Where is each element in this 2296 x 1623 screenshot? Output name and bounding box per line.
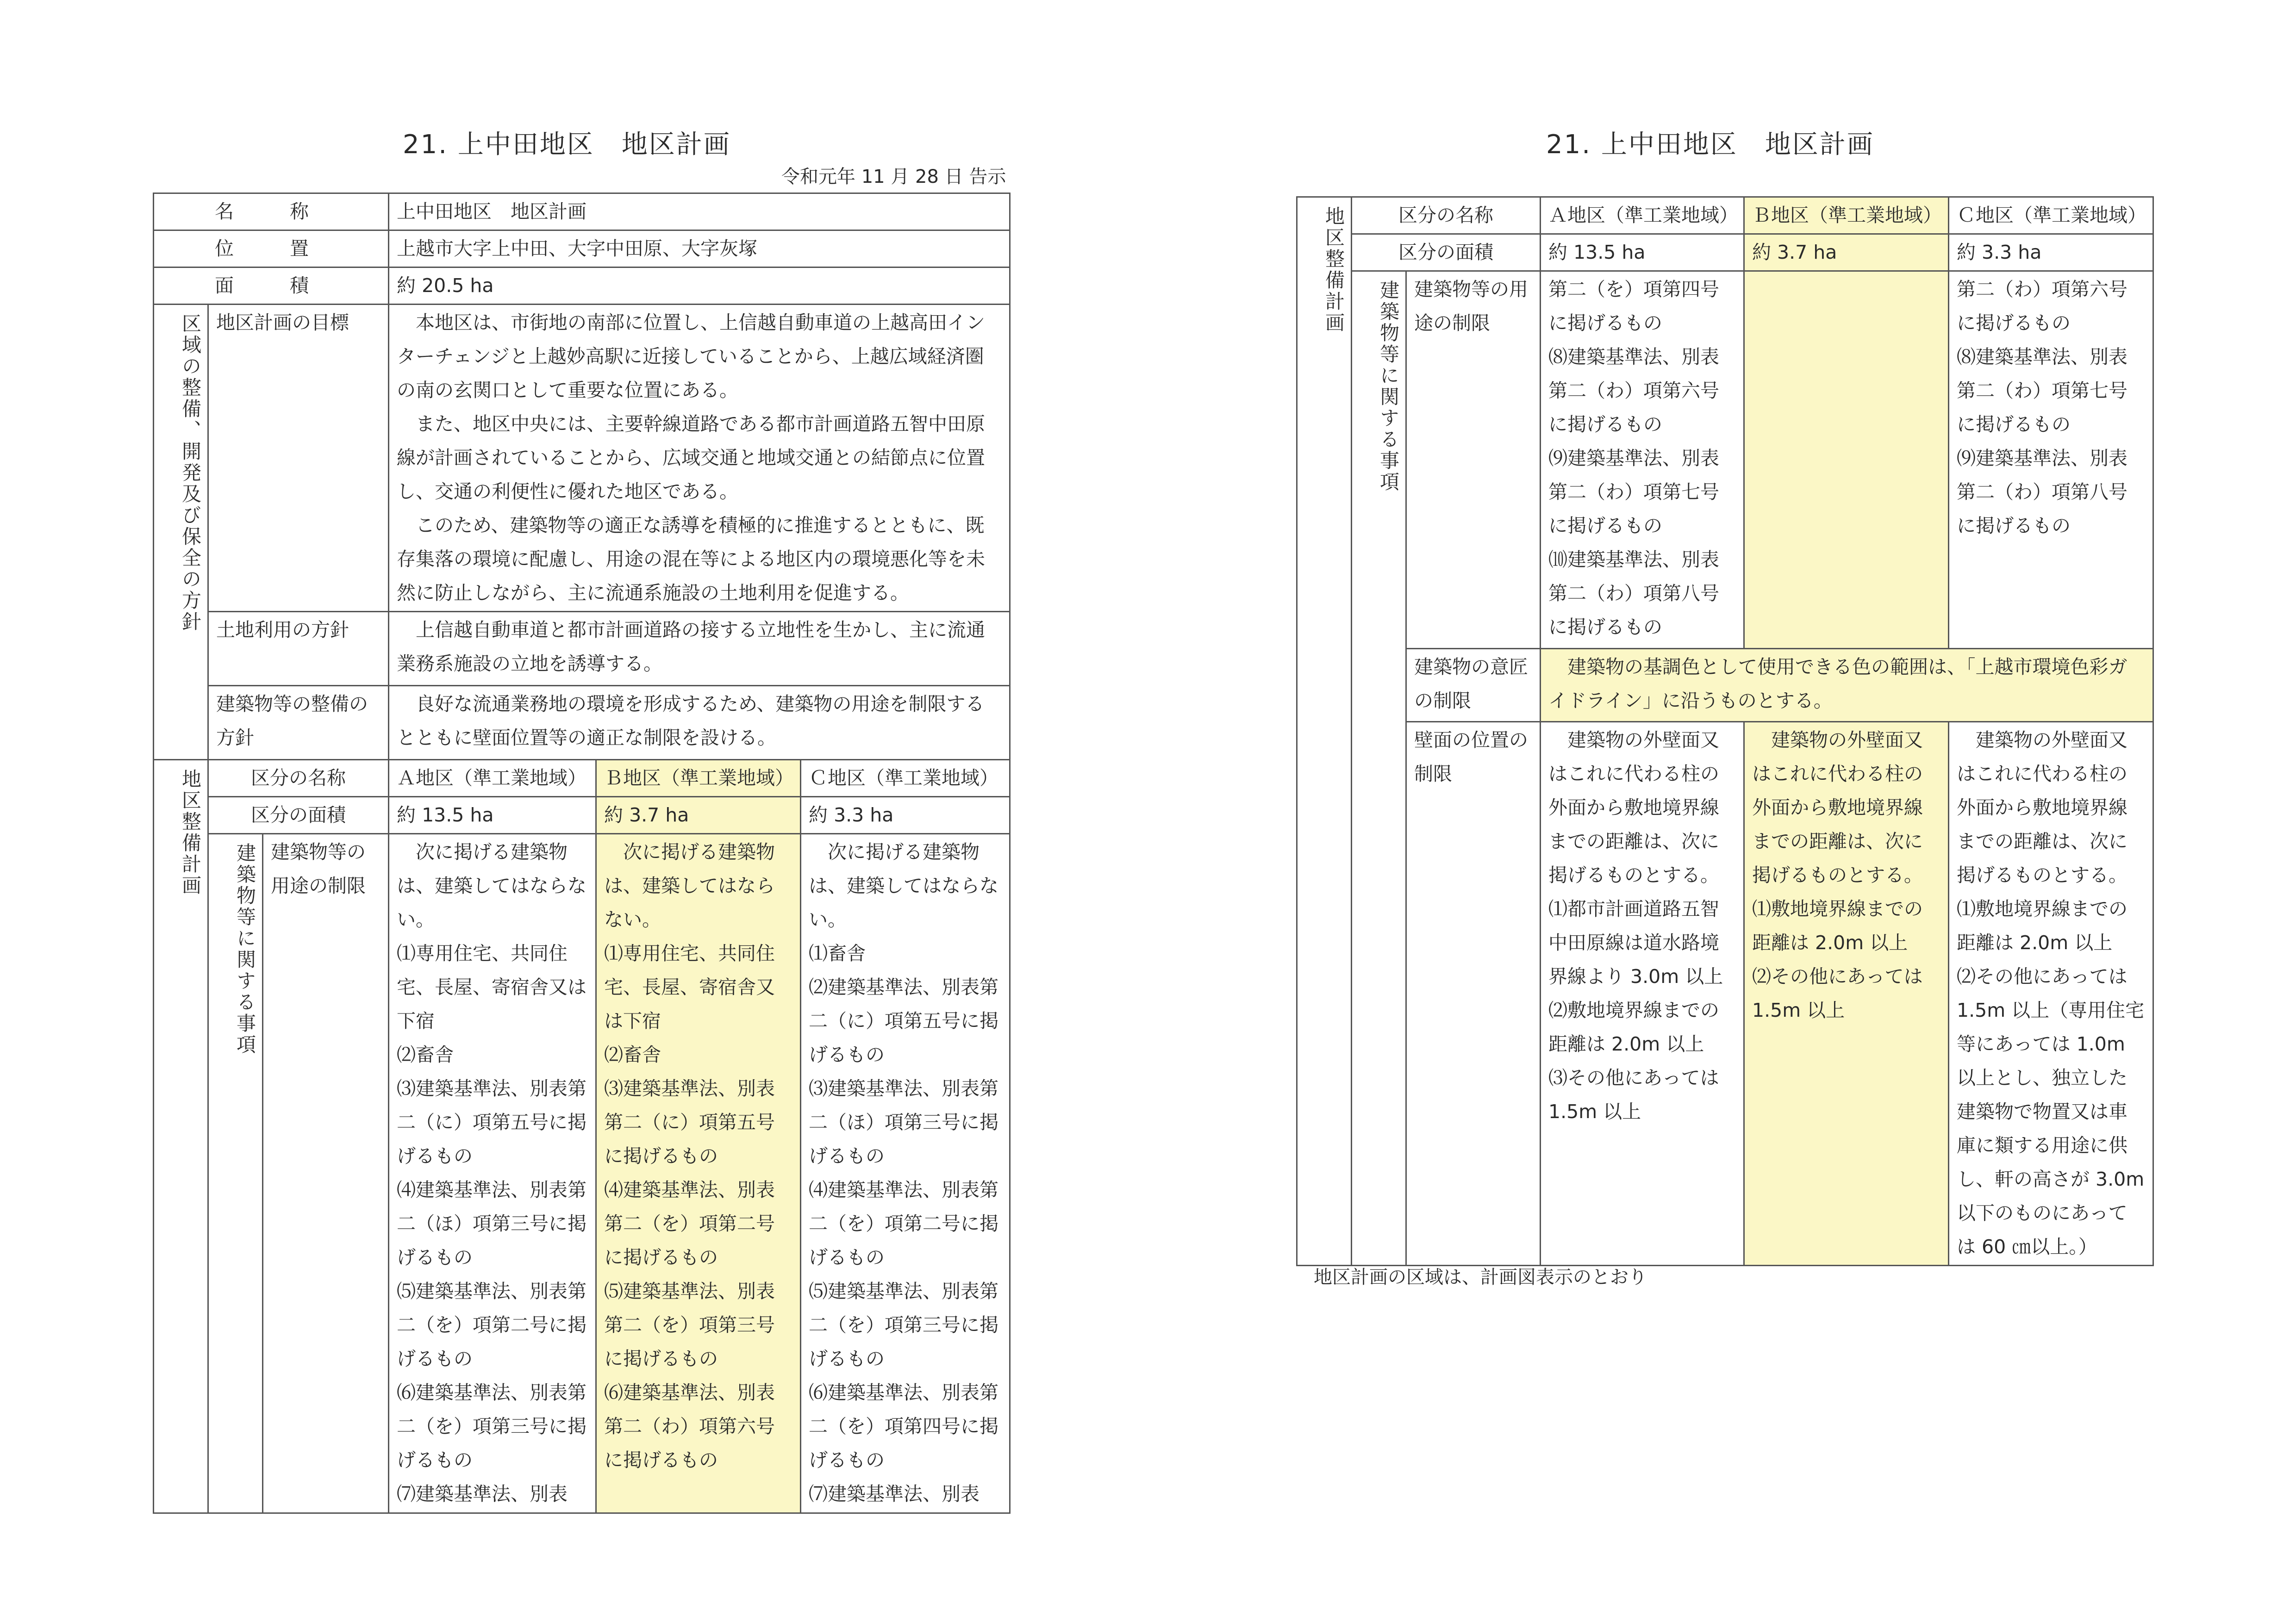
list-item: ⑻建築基準法、別表第二（わ）項第六号に掲げるもの: [1548, 346, 1719, 435]
a-district-name: Ａ地区（準工業地域）: [389, 760, 596, 797]
b-wall-restriction: [1744, 722, 1949, 1266]
list-item: 次に掲げる建築物は、建築してはならない。: [604, 841, 775, 931]
list-item: ⑴敷地境界線までの距離は 2.0m 以上: [1957, 898, 2128, 954]
location-value: 上越市大字上中田、大字中田原、大字灰塚: [389, 230, 1010, 267]
list-item: ⑼建築基準法、別表第二（わ）項第七号に掲げるもの: [1548, 447, 1719, 537]
goal-paragraph: このため、建築物等の適正な誘導を積極的に推進するとともに、既存集落の環境に配慮し、用途の混在等による地区内の環境悪化等を未然に防止しながら、主に流通系施設の土地利用を促進する。: [397, 514, 986, 604]
right-b-district-area: 約 3.7 ha: [1744, 234, 1949, 271]
division-area-label: 区分の面積: [208, 797, 389, 834]
goal-value: [389, 305, 1010, 612]
list-item: ⑻建築基準法、別表第二（わ）項第七号に掲げるもの: [1957, 346, 2128, 435]
b-district-name: Ｂ地区（準工業地域）: [596, 760, 801, 797]
division-name-label: 区分の名称: [208, 760, 389, 797]
right-c-district-name: Ｃ地区（準工業地域）: [1949, 197, 2153, 234]
area-label: 面 積: [154, 267, 389, 305]
list-item: ⑶建築基準法、別表第二（に）項第五号に掲げるもの: [604, 1077, 775, 1167]
list-item: 第二（わ）項第六号に掲げるもの: [1957, 278, 2128, 334]
list-item: ⑸建築基準法、別表第二（を）項第三号に掲げるもの: [809, 1280, 999, 1370]
list-item: ⑵建築基準法、別表第二（に）項第五号に掲げるもの: [809, 976, 999, 1066]
list-item: 次に掲げる建築物は、建築してはならない。: [397, 841, 587, 931]
right-use-restriction-label: 建築物等の用途の制限: [1406, 271, 1541, 649]
footnote: 地区計画の区域は、計画図表示のとおり: [1314, 1267, 1647, 1288]
list-item: ⑹建築基準法、別表第二（を）項第三号に掲げるもの: [397, 1381, 587, 1471]
landuse-value: 上信越自動車道と都市計画道路の接する立地性を生かし、主に流通業務系施設の立地を誘導する。: [389, 612, 1010, 686]
list-item: ⑷建築基準法、別表第二（を）項第二号に掲げるもの: [809, 1179, 999, 1269]
right-bldg-matters-header: 建築物等に関する事項: [1352, 271, 1406, 1266]
list-item: ⑵その他にあっては 1.5m 以上: [1752, 965, 1923, 1021]
left-plan-table: [153, 193, 1011, 1514]
list-item: ⑶その他にあっては 1.5m 以上: [1548, 1067, 1719, 1123]
left-page-title: 21. 上中田地区 地区計画: [403, 130, 731, 160]
list-item: ⑴敷地境界線までの距離は 2.0m 以上: [1752, 898, 1923, 954]
policy-header: 区域の整備、開発及び保全の方針: [154, 305, 208, 760]
design-value: 建築物の基調色として使用できる色の範囲は、「上越市環境色彩ガイドライン」に沿うものとする。: [1541, 649, 2153, 722]
right-c-use-restriction: [1949, 271, 2153, 649]
name-value: 上中田地区 地区計画: [389, 193, 1010, 230]
list-item: ⑼建築基準法、別表第二（わ）項第八号に掲げるもの: [1957, 447, 2128, 537]
a-district-area: 約 13.5 ha: [389, 797, 596, 834]
design-label: 建築物の意匠の制限: [1406, 649, 1541, 722]
list-item: ⑸建築基準法、別表第二（を）項第二号に掲げるもの: [397, 1280, 587, 1370]
list-item: 次に掲げる建築物は、建築してはならない。: [809, 841, 999, 931]
list-item: 建築物の外壁面又はこれに代わる柱の外面から敷地境界線までの距離は、次に掲げるものとする。: [1548, 729, 1719, 886]
list-item: ⑵その他にあっては 1.5m 以上（専用住宅等にあっては 1.0m 以上とし、独立した建築物で物置又は車庫に類する用途に供し、軒の高さが 3.0m 以下のものにあっては 60 ㎝以上。）: [1957, 965, 2145, 1258]
right-a-district-area: 約 13.5 ha: [1541, 234, 1744, 271]
landuse-label: 土地利用の方針: [208, 612, 389, 686]
notification-date: 令和元年 11 月 28 日 告示: [781, 166, 1006, 187]
name-label: 名 称: [154, 193, 389, 230]
right-plan-table: [1296, 196, 2154, 1266]
list-item: ⑷建築基準法、別表第二（を）項第二号に掲げるもの: [604, 1179, 775, 1269]
list-item: ⑵畜舎: [397, 1044, 454, 1066]
list-item: 建築物の外壁面又はこれに代わる柱の外面から敷地境界線までの距離は、次に掲げるものとする。: [1752, 729, 1923, 886]
list-item: ⑺建築基準法、別表: [397, 1483, 568, 1505]
goal-paragraph: 本地区は、市街地の南部に位置し、上信越自動車道の上越高田インターチェンジと上越妙高駅に近接していることから、上越広域経済圏の南の玄関口として重要な位置にある。: [397, 311, 986, 401]
a-use-restriction: [389, 834, 596, 1513]
list-item: ⑷建築基準法、別表第二（ほ）項第三号に掲げるもの: [397, 1179, 587, 1269]
list-item: ⑹建築基準法、別表第二（わ）項第六号に掲げるもの: [604, 1381, 775, 1471]
list-item: ⑹建築基準法、別表第二（を）項第四号に掲げるもの: [809, 1381, 999, 1471]
c-district-area: 約 3.3 ha: [801, 797, 1010, 834]
right-a-district-name: Ａ地区（準工業地域）: [1541, 197, 1744, 234]
right-b-district-name: Ｂ地区（準工業地域）: [1744, 197, 1949, 234]
use-restriction-label: 建築物等の用途の制限: [263, 834, 389, 1513]
list-item: ⑵畜舎: [604, 1044, 661, 1066]
list-item: 建築物の外壁面又はこれに代わる柱の外面から敷地境界線までの距離は、次に掲げるものとする。: [1957, 729, 2128, 886]
right-page-title: 21. 上中田地区 地区計画: [1546, 130, 1874, 160]
c-district-name: Ｃ地区（準工業地域）: [801, 760, 1010, 797]
wall-label: 壁面の位置の制限: [1406, 722, 1541, 1266]
location-label: 位 置: [154, 230, 389, 267]
list-item: ⑴専用住宅、共同住宅、長屋、寄宿舎又は下宿: [397, 942, 587, 1032]
goal-paragraph: また、地区中央には、主要幹線道路である都市計画道路五智中田原線が計画されていることから、広域交通と地域交通との結節点に位置し、交通の利便性に優れた地区である。: [397, 413, 986, 503]
list-item: ⑴専用住宅、共同住宅、長屋、寄宿舎又は下宿: [604, 942, 775, 1032]
list-item: ⑶建築基準法、別表第二（ほ）項第三号に掲げるもの: [809, 1077, 999, 1167]
right-division-name-label: 区分の名称: [1352, 197, 1541, 234]
b-use-restriction: [596, 834, 801, 1513]
list-item: ⑽建築基準法、別表第二（わ）項第八号に掲げるもの: [1548, 548, 1719, 638]
list-item: ⑴畜舎: [809, 942, 866, 964]
a-wall-restriction: [1541, 722, 1744, 1266]
c-wall-restriction: [1949, 722, 2153, 1266]
right-division-area-label: 区分の面積: [1352, 234, 1541, 271]
list-item: 第二（を）項第四号に掲げるもの: [1548, 278, 1719, 334]
bldg-matters-header: 建築物等に関する事項: [208, 834, 263, 1513]
right-plan-header: 地区整備計画: [1297, 197, 1352, 1266]
c-use-restriction: [801, 834, 1010, 1513]
list-item: ⑵敷地境界線までの距離は 2.0m 以上: [1548, 999, 1719, 1055]
list-item: ⑶建築基準法、別表第二（に）項第五号に掲げるもの: [397, 1077, 587, 1167]
plan-header: 地区整備計画: [154, 760, 208, 1513]
bldg-policy-label: 建築物等の整備の方針: [208, 686, 389, 760]
right-b-use-restriction: [1744, 271, 1949, 649]
list-item: ⑺建築基準法、別表: [809, 1483, 980, 1505]
right-c-district-area: 約 3.3 ha: [1949, 234, 2153, 271]
area-value: 約 20.5 ha: [389, 267, 1010, 305]
bldg-policy-value: 良好な流通業務地の環境を形成するため、建築物の用途を制限するとともに壁面位置等の適正な制限を設ける。: [389, 686, 1010, 760]
list-item: ⑸建築基準法、別表第二（を）項第三号に掲げるもの: [604, 1280, 775, 1370]
right-a-use-restriction: [1541, 271, 1744, 649]
goal-label: 地区計画の目標: [208, 305, 389, 612]
b-district-area: 約 3.7 ha: [596, 797, 801, 834]
list-item: ⑴都市計画道路五智中田原線は道水路境界線より 3.0m 以上: [1548, 898, 1723, 988]
